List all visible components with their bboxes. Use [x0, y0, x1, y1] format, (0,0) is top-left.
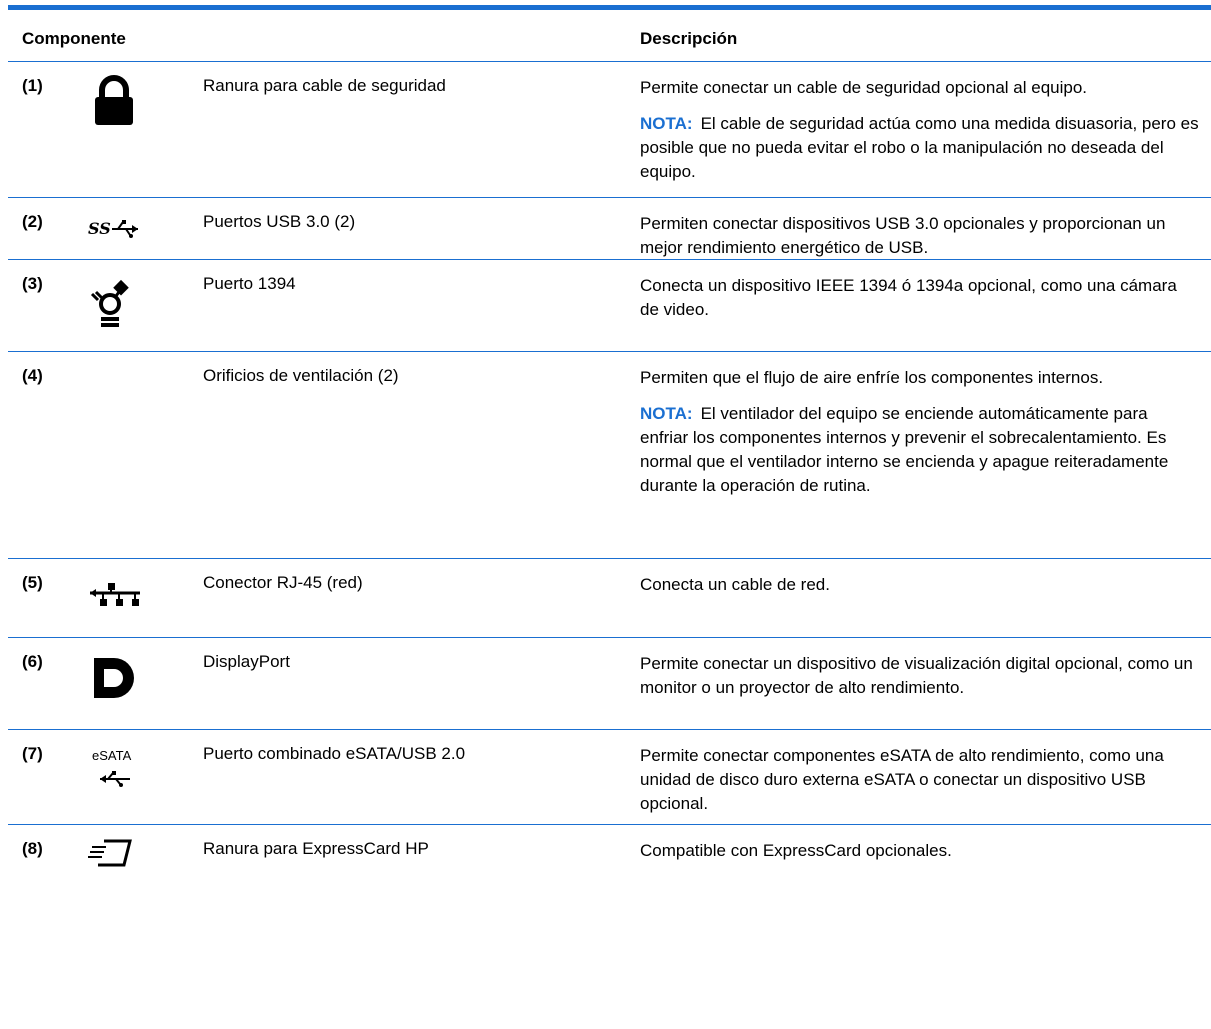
- component-description: [640, 839, 1200, 875]
- row-number: (6): [22, 652, 43, 671]
- description-text: Conecta un dispositivo IEEE 1394 ó 1394a opcional, como una cámara de video.: [640, 276, 1177, 319]
- component-description: [640, 744, 1200, 828]
- note: [640, 112, 1200, 184]
- component-name: Orificios de ventilación (2): [203, 366, 399, 385]
- note-text: El cable de seguridad actúa como una medida disuasoria, pero es posible que no pueda evitar el robo o la manipulación no deseada del equipo.: [640, 114, 1199, 181]
- components-table: [8, 10, 1211, 885]
- note: [640, 402, 1200, 498]
- component-name: Puerto combinado eSATA/USB 2.0: [203, 744, 466, 763]
- esata-icon-text: eSATA: [92, 748, 132, 763]
- table-row: [8, 62, 1211, 198]
- table-row: [8, 559, 1211, 638]
- table-row: [8, 198, 1211, 260]
- table-row: [8, 825, 1211, 885]
- header-description: Descripción: [640, 29, 738, 48]
- description-text: Permiten que el flujo de aire enfríe los componentes internos.: [640, 368, 1104, 387]
- table-row: [8, 638, 1211, 730]
- table-row: [8, 352, 1211, 559]
- component-description: [640, 652, 1200, 712]
- component-name: Puertos USB 3.0 (2): [203, 212, 356, 231]
- row-number: (8): [22, 839, 43, 858]
- component-name: Ranura para cable de seguridad: [203, 76, 446, 95]
- row-number: (5): [22, 573, 43, 592]
- row-number: (1): [22, 76, 43, 95]
- table-row: [8, 730, 1211, 825]
- component-description: [640, 366, 1200, 510]
- esata-usb-icon: [86, 742, 142, 798]
- component-description: [640, 274, 1200, 334]
- displayport-icon: [86, 654, 142, 710]
- component-description: [640, 573, 1200, 609]
- component-name: DisplayPort: [203, 652, 290, 671]
- row-number: (3): [22, 274, 43, 293]
- description-text: Permite conectar un dispositivo de visualización digital opcional, como un monitor o un proyector de alto rendimiento.: [640, 654, 1193, 697]
- table-row: [8, 260, 1211, 352]
- description-text: Compatible con ExpressCard opcionales.: [640, 841, 952, 860]
- description-text: Permite conectar componentes eSATA de alto rendimiento, como una unidad de disco duro externa eSATA o conectar un dispositivo USB opcional.: [640, 746, 1164, 813]
- description-text: Permiten conectar dispositivos USB 3.0 opcionales y proporcionan un mejor rendimiento energético de USB.: [640, 214, 1166, 257]
- description-text: Conecta un cable de red.: [640, 575, 830, 594]
- usb3-ss-icon: [86, 206, 142, 262]
- note-label: NOTA:: [640, 404, 693, 423]
- note-label: NOTA:: [640, 114, 693, 133]
- component-name: Conector RJ-45 (red): [203, 573, 363, 592]
- network-rj45-icon: [86, 577, 142, 633]
- table-header: [8, 10, 1211, 62]
- component-name: Ranura para ExpressCard HP: [203, 839, 429, 858]
- row-number: (2): [22, 212, 43, 231]
- expresscard-icon: [86, 833, 142, 889]
- description-text: Permite conectar un cable de seguridad opcional al equipo.: [640, 78, 1088, 97]
- note-text: El ventilador del equipo se enciende automáticamente para enfriar los componentes internos y prevenir el sobrecalentamiento. Es normal que el ventilador interno se encienda y apague reiteradamente durante la operación de rutina.: [640, 404, 1169, 495]
- row-number: (7): [22, 744, 43, 763]
- component-description: [640, 76, 1200, 196]
- header-component: Componente: [22, 29, 126, 48]
- lock-icon: [86, 72, 142, 128]
- firewire-1394-icon: [86, 270, 142, 326]
- component-name: Puerto 1394: [203, 274, 296, 293]
- svg-text:SS: SS: [88, 219, 111, 238]
- row-number: (4): [22, 366, 43, 385]
